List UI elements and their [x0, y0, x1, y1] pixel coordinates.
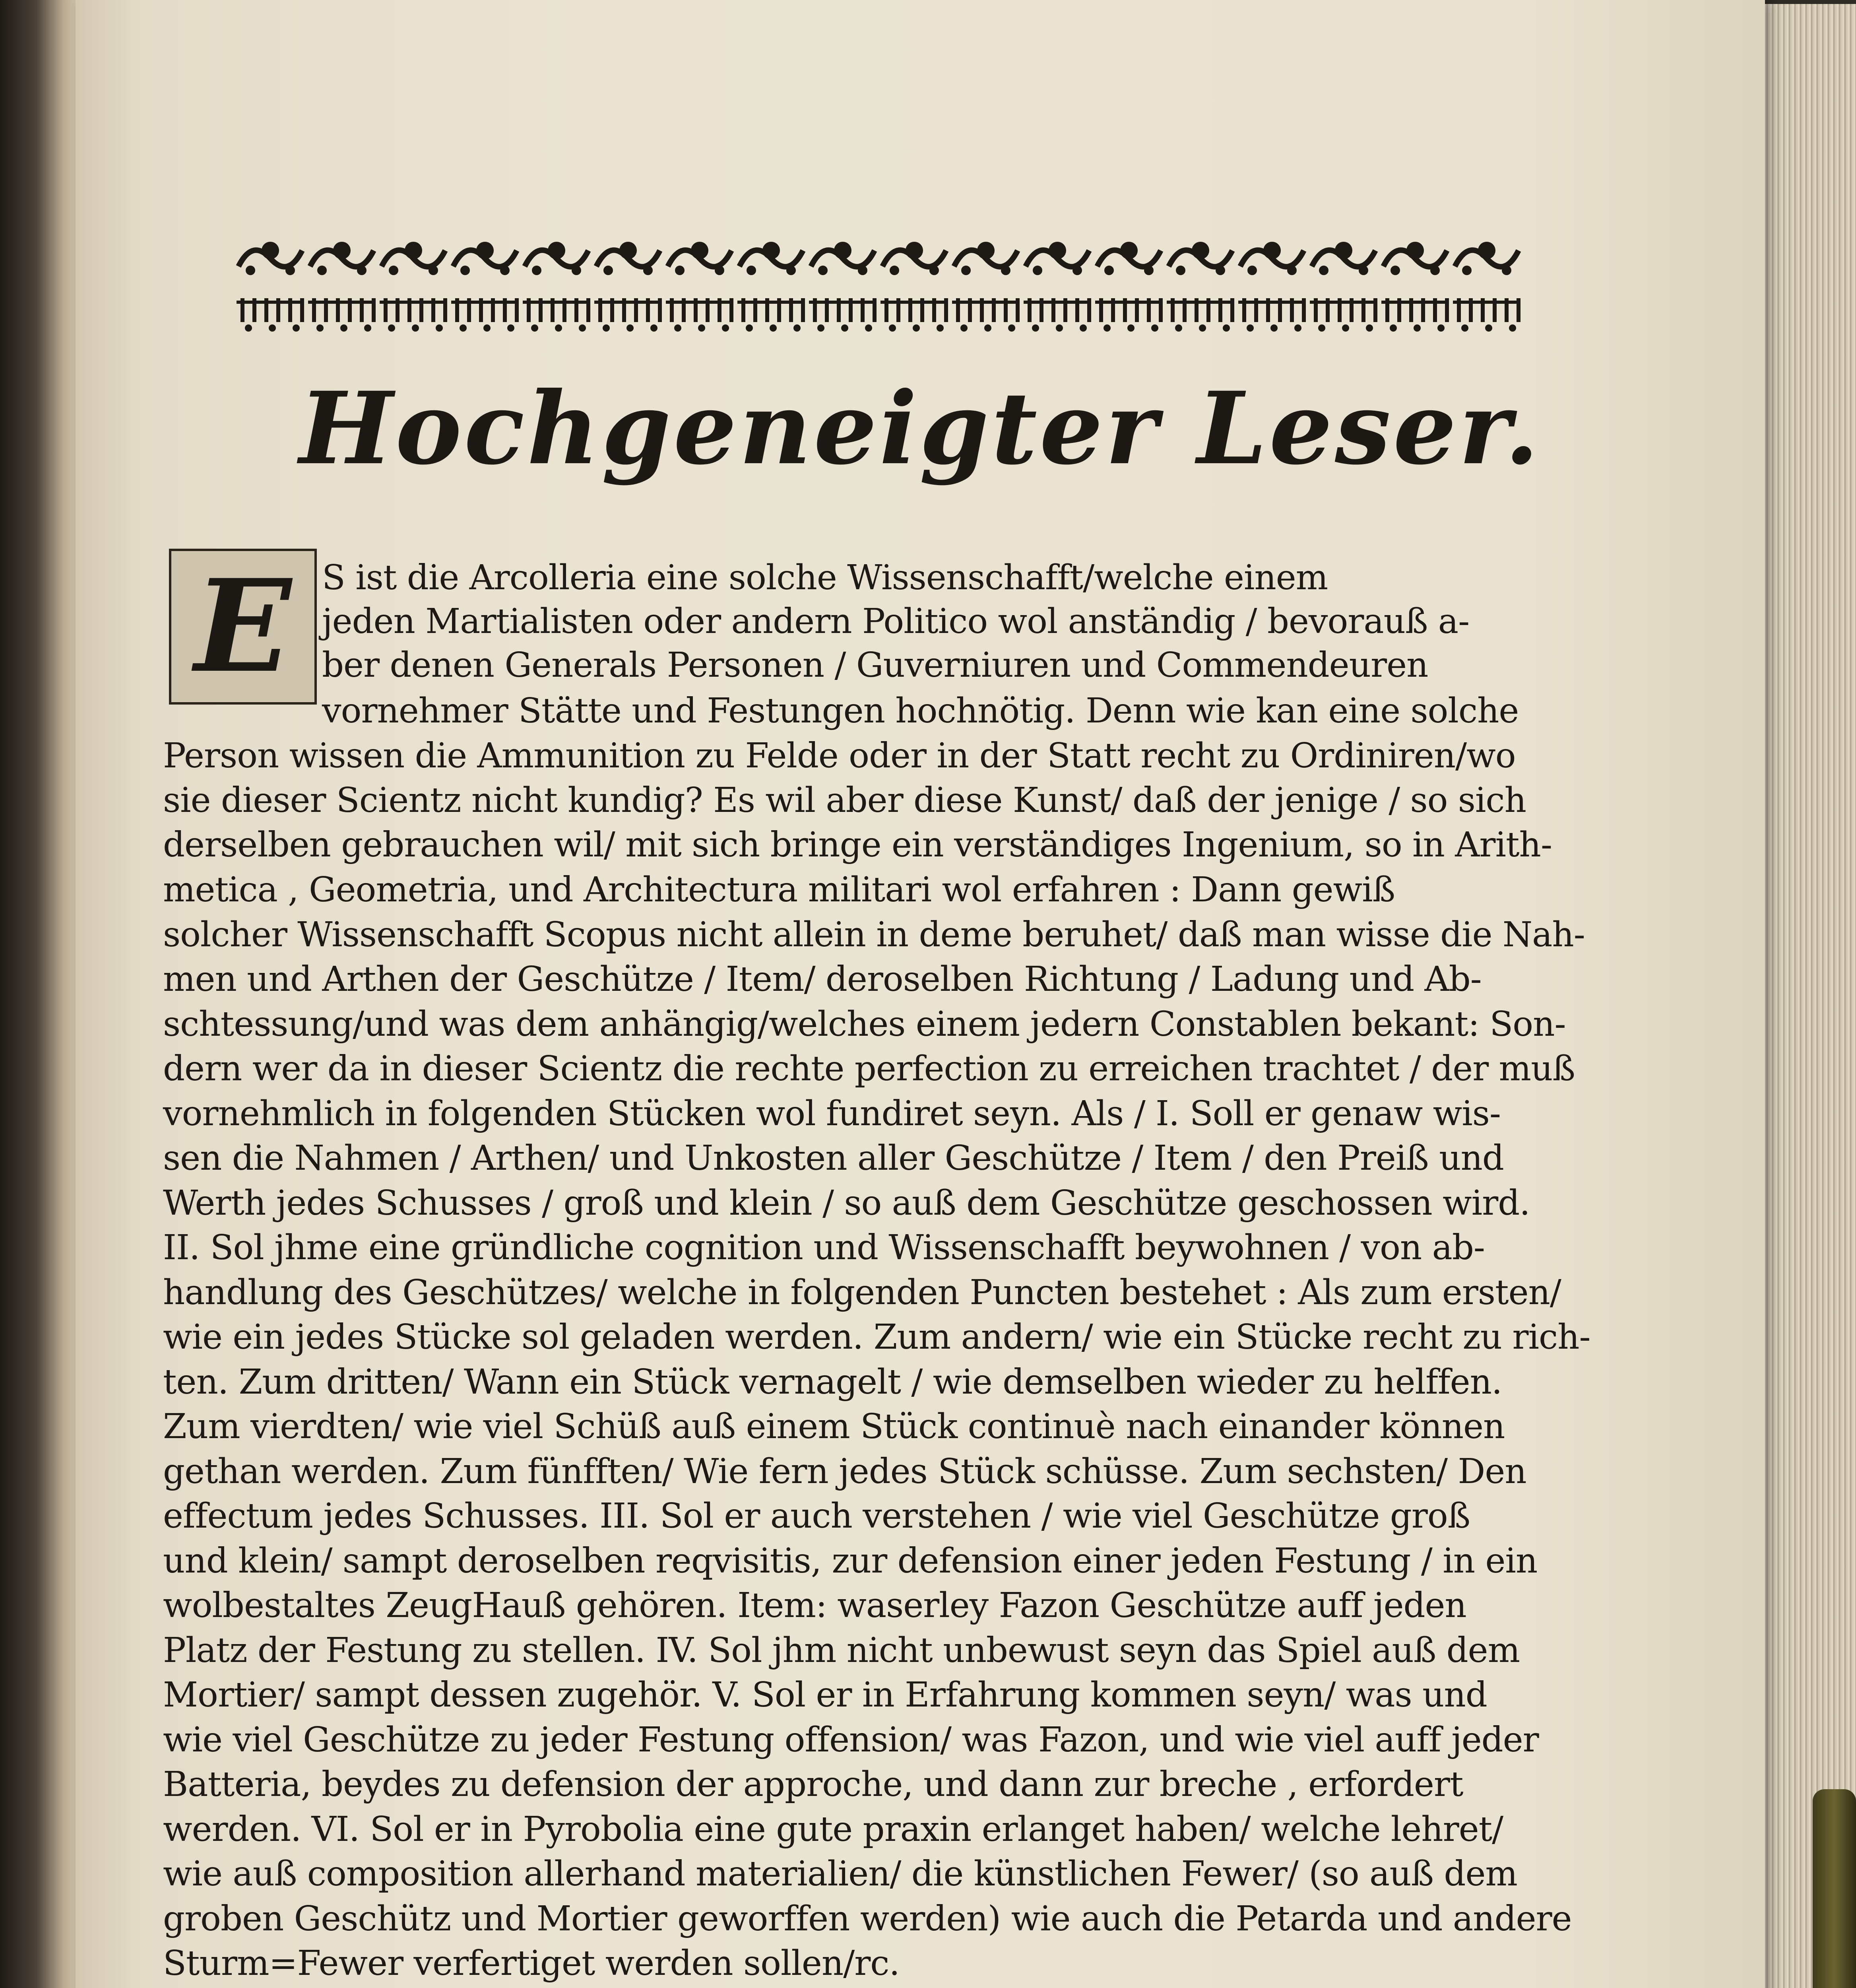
- text-line: wie auß composition allerhand materialien/ die künstlichen Fewer/ (so auß dem: [163, 1854, 1517, 1894]
- text-line: derselben gebrauchen wil/ mit sich bringe ein verständiges Ingenium, so in Arith-: [163, 825, 1552, 865]
- text-line: dern wer da in dieser Scientz die rechte perfection zu erreichen trachtet / der muß: [163, 1049, 1575, 1089]
- text-line: ber denen Generals Personen / Guverniuren und Commendeuren: [322, 645, 1428, 685]
- text-line: vornehmer Stätte und Festungen hochnötig. Denn wie kan eine solche: [322, 691, 1519, 731]
- bookmark-ribbon: [1813, 1789, 1856, 1988]
- text-line: ten. Zum dritten/ Wann ein Stück vernagelt / wie demselben wieder zu helffen.: [163, 1362, 1502, 1402]
- text-line: effectum jedes Schusses. III. Sol er auch verstehen / wie viel Geschütze groß: [163, 1496, 1470, 1536]
- text-line: schtessung/und was dem anhängig/welches einem jedern Constablen bekant: Son-: [163, 1004, 1566, 1044]
- text-line: S ist die Arcolleria eine solche Wissenschafft/welche einem: [322, 558, 1328, 598]
- book-gutter: [0, 0, 80, 1988]
- text-line: solcher Wissenschafft Scopus nicht allein in deme beruhet/ daß man wisse die Nah-: [163, 915, 1585, 955]
- text-line: handlung des Geschützes/ welche in folgenden Puncten bestehet : Als zum ersten/: [163, 1273, 1561, 1312]
- text-line: sen die Nahmen / Arthen/ und Unkosten aller Geschütze / Item / den Preiß und: [163, 1138, 1504, 1178]
- drop-cap-initial: E: [169, 549, 317, 705]
- text-line: Batteria, beydes zu defension der approche, und dann zur breche , erfordert: [163, 1765, 1463, 1804]
- text-line: gethan werden. Zum fünfften/ Wie fern jedes Stück schüsse. Zum sechsten/ Den: [163, 1452, 1526, 1491]
- text-line: Werth jedes Schusses / groß und klein / so auß dem Geschütze geschossen wird.: [163, 1183, 1530, 1223]
- text-line: men und Arthen der Geschütze / Item/ deroselben Richtung / Ladung und Ab-: [163, 959, 1482, 999]
- text-line: vornehmlich in folgenden Stücken wol fundiret seyn. Als / I. Soll er genaw wis-: [163, 1094, 1501, 1134]
- text-line: wie ein jedes Stücke sol geladen werden. Zum andern/ wie ein Stücke recht zu rich-: [163, 1317, 1590, 1357]
- text-line: Platz der Festung zu stellen. IV. Sol jhm nicht unbewust seyn das Spiel auß dem: [163, 1631, 1520, 1670]
- text-line: Mortier/ sampt dessen zugehör. V. Sol er in Erfahrung kommen seyn/ was und: [163, 1675, 1487, 1715]
- text-line: und klein/ sampt deroselben reqvisitis, zur defension einer jeden Festung / in ein: [163, 1541, 1538, 1581]
- text-line: Sturm=Fewer verfertiget werden sollen/rc.: [163, 1943, 900, 1983]
- text-line: metica , Geometria, und Architectura militari wol erfahren : Dann gewiß: [163, 870, 1395, 910]
- text-line: sie dieser Scientz nicht kundig? Es wil aber diese Kunst/ daß der jenige / so sich: [163, 780, 1526, 820]
- book-page: [76, 0, 1765, 1988]
- text-line: groben Geschütz und Mortier geworffen werden) wie auch die Petarda und andere: [163, 1899, 1572, 1939]
- text-line: wie viel Geschütze zu jeder Festung offension/ was Fazon, und wie viel auff jeder: [163, 1720, 1539, 1760]
- text-line: II. Sol jhme eine gründliche cognition und Wissenschafft beywohnen / von ab-: [163, 1228, 1485, 1268]
- text-line: werden. VI. Sol er in Pyrobolia eine gute praxin erlanget haben/ welche lehret/: [163, 1809, 1503, 1849]
- text-body: [76, 0, 1765, 1988]
- text-line: jeden Martialisten oder andern Politico wol anständig / bevorauß a-: [322, 602, 1470, 641]
- page-title: Hochgeneigter Leser.: [299, 370, 1542, 487]
- text-line: wolbestaltes ZeugHauß gehören. Item: waserley Fazon Geschütze auff jeden: [163, 1586, 1466, 1625]
- text-line: Zum vierdten/ wie viel Schüß auß einem Stück continuè nach einander können: [163, 1407, 1505, 1446]
- text-line: Person wissen die Ammunition zu Felde oder in der Statt recht zu Ordiniren/wo: [163, 736, 1516, 776]
